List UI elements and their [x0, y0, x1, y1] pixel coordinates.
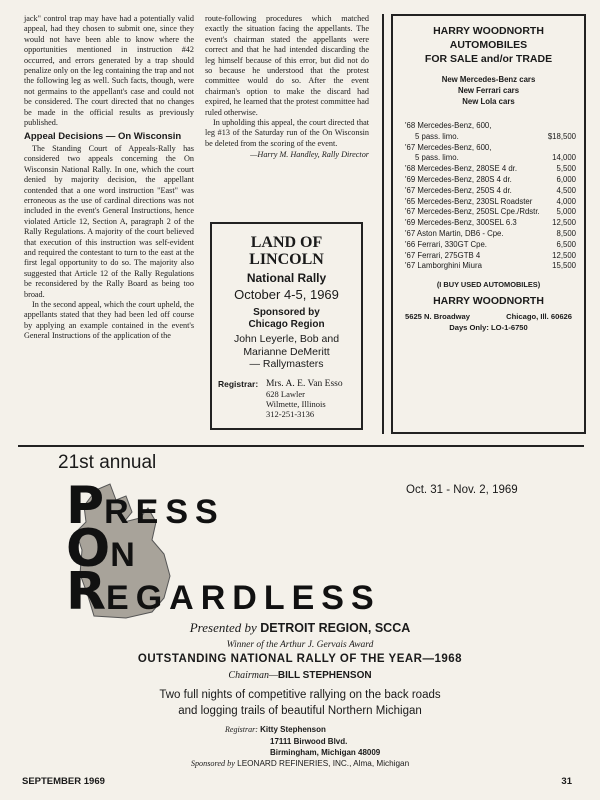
- por-award: Winner of the Arthur J. Gervais Award: [226, 640, 374, 650]
- lincoln-rallymaster-line: — Rallymasters: [249, 358, 324, 370]
- registrar-phone: 312-251-3136: [266, 408, 315, 419]
- registrar-street: 628 Lawler: [266, 388, 305, 399]
- por-description: Two full nights of competitive rallying on the back roads and logging trails of beautiful Northern Michigan: [159, 689, 441, 717]
- car-listing-row: [405, 121, 576, 132]
- car-listing-row: [405, 153, 576, 164]
- page-number: 31: [561, 776, 572, 787]
- car-price: 15,500: [552, 261, 576, 271]
- por-sponsor: Sponsored by LEONARD REFINERIES, INC., Alma, Michigan: [190, 759, 410, 768]
- car-name: '67 Mercedes-Benz, 600,: [405, 142, 492, 152]
- registrar-city: Wilmette, Illinois: [266, 398, 326, 409]
- registrar-label: Registrar:: [218, 378, 259, 389]
- por-presented-by: Presented by DETROIT REGION, SCCA: [189, 620, 411, 635]
- car-listing-row: [405, 164, 576, 175]
- lincoln-subtitle: National Rally: [246, 271, 327, 285]
- car-name: '69 Mercedes-Benz, 280S 4 dr.: [405, 174, 512, 184]
- car-price: 5,500: [556, 164, 576, 174]
- article-signature: —Harry M. Handley, Rally Director: [250, 150, 369, 160]
- lincoln-rallymaster-line: Marianne DeMeritt: [243, 345, 330, 358]
- lincoln-title-line2: LINCOLN: [249, 251, 324, 268]
- section-heading: Appeal Decisions — On Wisconsin: [24, 131, 182, 143]
- article-paragraph: jack" control trap may have had a potentially valid appeal, had they chosen to submit one, since they would not have been able to know where the opportunities mentioned in instruction #42 occurred, and errors generated by a trap should penalize only on the leg containing the trap and not the following leg as well. Such facts, though, were not germains to the appellant's case and could not be considered. The court directed that no changes be made in the official results as previously published.: [24, 14, 194, 128]
- car-name: 5 pass. limo.: [415, 131, 459, 141]
- car-price: 4,500: [556, 185, 576, 195]
- car-price: 8,500: [556, 228, 576, 238]
- car-price: 14,000: [552, 153, 576, 163]
- car-price: 6,000: [556, 174, 576, 184]
- lincoln-date: October 4-5, 1969: [234, 287, 339, 302]
- article-column-middle: [205, 14, 369, 161]
- ad-title-line2: AUTOMOBILES: [449, 39, 528, 51]
- car-listing-row: [405, 132, 576, 143]
- ad-buy-used: (I BUY USED AUTOMOBILES): [436, 280, 541, 290]
- car-price: $18,500: [547, 131, 576, 141]
- car-listing-row: [405, 143, 576, 154]
- lincoln-rallymaster-line: John Leyerle, Bob and: [233, 333, 340, 345]
- car-name: '65 Mercedes-Benz, 230SL Roadster: [405, 196, 533, 206]
- car-price: 5,000: [556, 207, 576, 217]
- lincoln-registrar: [212, 379, 361, 419]
- car-name: '67 Ferrari, 275GTB 4: [405, 250, 481, 260]
- ad-dealer-name: HARRY WOODNORTH: [433, 295, 544, 308]
- article-paragraph: In upholding this appeal, the court directed that leg #13 of the Saturday run of the On Wisconsin be deleted from the scoring of the event.: [205, 118, 369, 148]
- por-title-on: ON: [66, 519, 142, 579]
- por-chairman: Chairman—BILL STEPHENSON: [228, 670, 372, 681]
- car-listing-row: [405, 175, 576, 186]
- column-divider: [382, 14, 384, 434]
- registrar-details: [266, 379, 343, 419]
- car-listing-row: [405, 218, 576, 229]
- car-listing-row: [405, 207, 576, 218]
- car-name: 5 pass. limo.: [415, 153, 459, 163]
- car-listing-row: [405, 251, 576, 262]
- car-price: 4,000: [556, 196, 576, 206]
- harry-woodnorth-ad: [391, 14, 586, 434]
- ad-tagline: FOR SALE and/or TRADE: [424, 53, 553, 65]
- ad-title: HARRY WOODNORTH: [433, 25, 544, 37]
- ad-new-cars: New Lola cars: [462, 97, 515, 106]
- car-name: '69 Mercedes-Benz, 300SEL 6.3: [405, 218, 517, 228]
- ad-address: [405, 312, 572, 321]
- car-name: '68 Mercedes-Benz, 600,: [405, 121, 492, 130]
- lincoln-sponsor: Chicago Region: [248, 319, 325, 330]
- issue-date: SEPTEMBER 1969: [22, 776, 105, 787]
- article-paragraph: In the second appeal, which the court upheld, the appellants stated that they had been led off course by applying an example contained in the event's General Instructions of the application of the: [24, 299, 194, 341]
- article-paragraph: route-following procedures which matched exactly the situation facing the appellants. The event's chairman stated the appellants were correct and that he had intended discarding the leg himself because of this error, but did not do so because he understood that the protest committee would do so. After the event chairman's option to make the discard had expired, he learned that the protest committee had ruled otherwise.: [205, 14, 369, 117]
- car-listing-row: [405, 229, 576, 240]
- car-name: '66 Ferrari, 330GT Cpe.: [405, 239, 487, 249]
- land-of-lincoln-ad: [210, 222, 363, 430]
- lincoln-sponsored-label: Sponsored by: [253, 307, 320, 318]
- car-name: '67 Mercedes-Benz, 250SL Cpe./Rdstr.: [405, 207, 540, 217]
- car-price: 12,500: [552, 250, 576, 260]
- car-name: '67 Mercedes-Benz, 250S 4 dr.: [405, 185, 512, 195]
- ad-new-cars: New Mercedes-Benz cars: [441, 75, 536, 84]
- por-outstanding: OUTSTANDING NATIONAL RALLY OF THE YEAR—1968: [137, 653, 463, 665]
- ad-street: 5625 N. Broadway: [405, 312, 470, 322]
- por-registrar: Registrar: Kitty Stephenson 17111 Birwood Blvd. Birmingham, Michigan 48009: [225, 725, 381, 757]
- por-title-regardless: REGARDLESS: [66, 562, 381, 622]
- car-listing-row: [405, 197, 576, 208]
- ad-new-cars: New Ferrari cars: [457, 86, 520, 95]
- ad-city: Chicago, Ill. 60626: [506, 312, 572, 322]
- car-price: 12,500: [552, 218, 576, 228]
- article-paragraph: The Standing Court of Appeals-Rally has considered two appeals concerning the On Wisconsin National Rally. In one, which the court denied by majority decision, the appellant contended that a one word instruction "East" was erroneous as the use of cardinal directions was not included in the event's General Instructions, hence violated Article 12, Section A, paragraph 2 of the Rally Regulations. A majority of the court believed that execution of this instruction was self-evident and required the contestant to turn to the east at the first legal opportunity to do so. The majority also suggested that Article 12 of the Rally Regulations be reconsidered by the Rally Board as being too broad.: [24, 143, 194, 299]
- car-price-list: [405, 121, 576, 272]
- car-listing-row: [405, 240, 576, 251]
- ad-phone: Days Only: LO-1-6750: [449, 323, 528, 333]
- lincoln-title-line1: LAND OF: [250, 234, 323, 251]
- article-column-left: [24, 14, 194, 342]
- por-date: Oct. 31 - Nov. 2, 1969: [406, 484, 518, 496]
- car-listing-row: [405, 261, 576, 272]
- car-price: 6,500: [556, 239, 576, 249]
- car-name: '67 Aston Martin, DB6 - Cpe.: [405, 228, 504, 238]
- car-listing-row: [405, 186, 576, 197]
- por-annual: 21st annual: [58, 452, 157, 473]
- registrar-name: Mrs. A. E. Van Esso: [266, 378, 343, 389]
- car-name: '68 Mercedes-Benz, 280SE 4 dr.: [405, 164, 518, 174]
- car-name: '67 Lamborghini Miura: [405, 261, 482, 271]
- section-divider: [18, 445, 584, 447]
- por-title-press: PRESS: [66, 476, 225, 536]
